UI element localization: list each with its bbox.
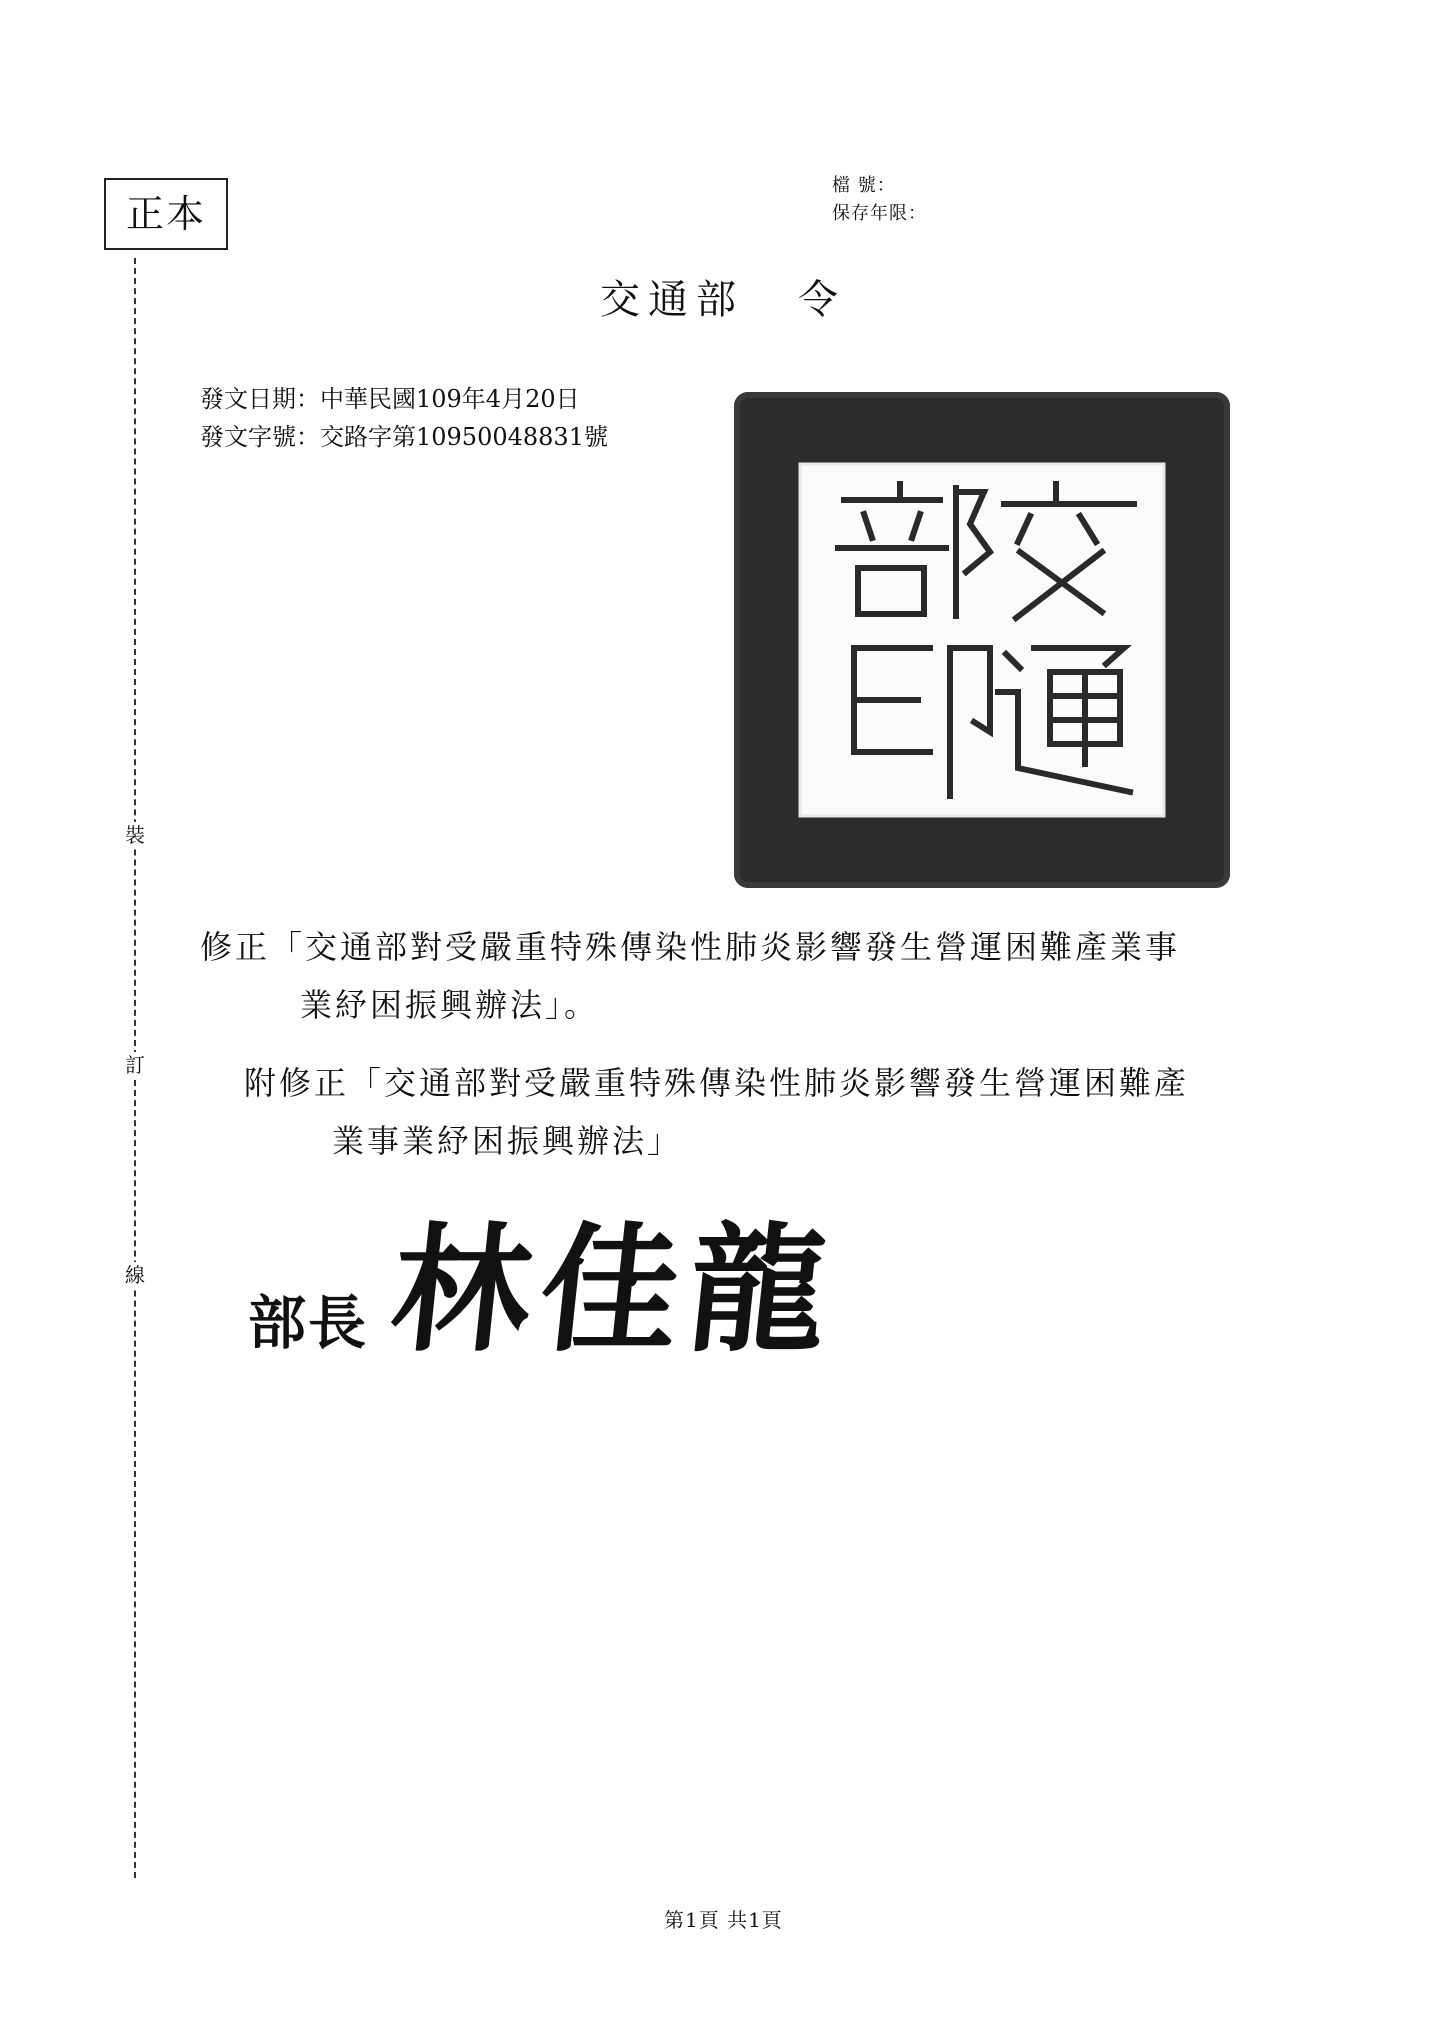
page-footer: 第1頁 共1頁 [664, 1908, 783, 1932]
order-body [200, 918, 1260, 1170]
issuing-agency: 交通部 [600, 277, 744, 323]
file-number-label: 檔 號： [832, 175, 896, 196]
amendment-line-2: 業紓困振興辦法」。 [300, 986, 600, 1024]
attachment-line-2: 業事業紓困振興辦法」 [332, 1122, 683, 1160]
issue-date: 發文日期：中華民國109年4月20日 [200, 385, 580, 413]
attachment-paragraph [200, 1054, 1260, 1170]
signature-role: 部長 [248, 1289, 369, 1357]
binding-mark-ding: 訂 [122, 1052, 148, 1078]
document-meta [200, 380, 608, 456]
reference-number: 發文字號：交路字第10950048831號 [200, 423, 608, 451]
attachment-line-1: 附修正「交通部對受嚴重特殊傳染性肺炎影響發生營運困難產 [244, 1064, 1190, 1102]
amendment-paragraph [200, 918, 1260, 1034]
document-title [600, 268, 846, 325]
official-seal [734, 392, 1230, 888]
binding-mark-zhuang: 裝 [122, 822, 148, 848]
archive-info [832, 172, 927, 228]
retention-period-label: 保存年限： [832, 203, 927, 224]
document-type: 令 [798, 277, 846, 323]
amendment-line-1: 修正「交通部對受嚴重特殊傳染性肺炎影響發生營運困難產業事 [200, 928, 1181, 966]
original-copy-stamp: 正本 [104, 178, 228, 250]
signature-name: 林佳龍 [384, 1210, 846, 1371]
minister-signature [248, 1210, 846, 1378]
seal-glyphs [734, 392, 1230, 888]
binding-mark-xian: 線 [122, 1262, 148, 1288]
